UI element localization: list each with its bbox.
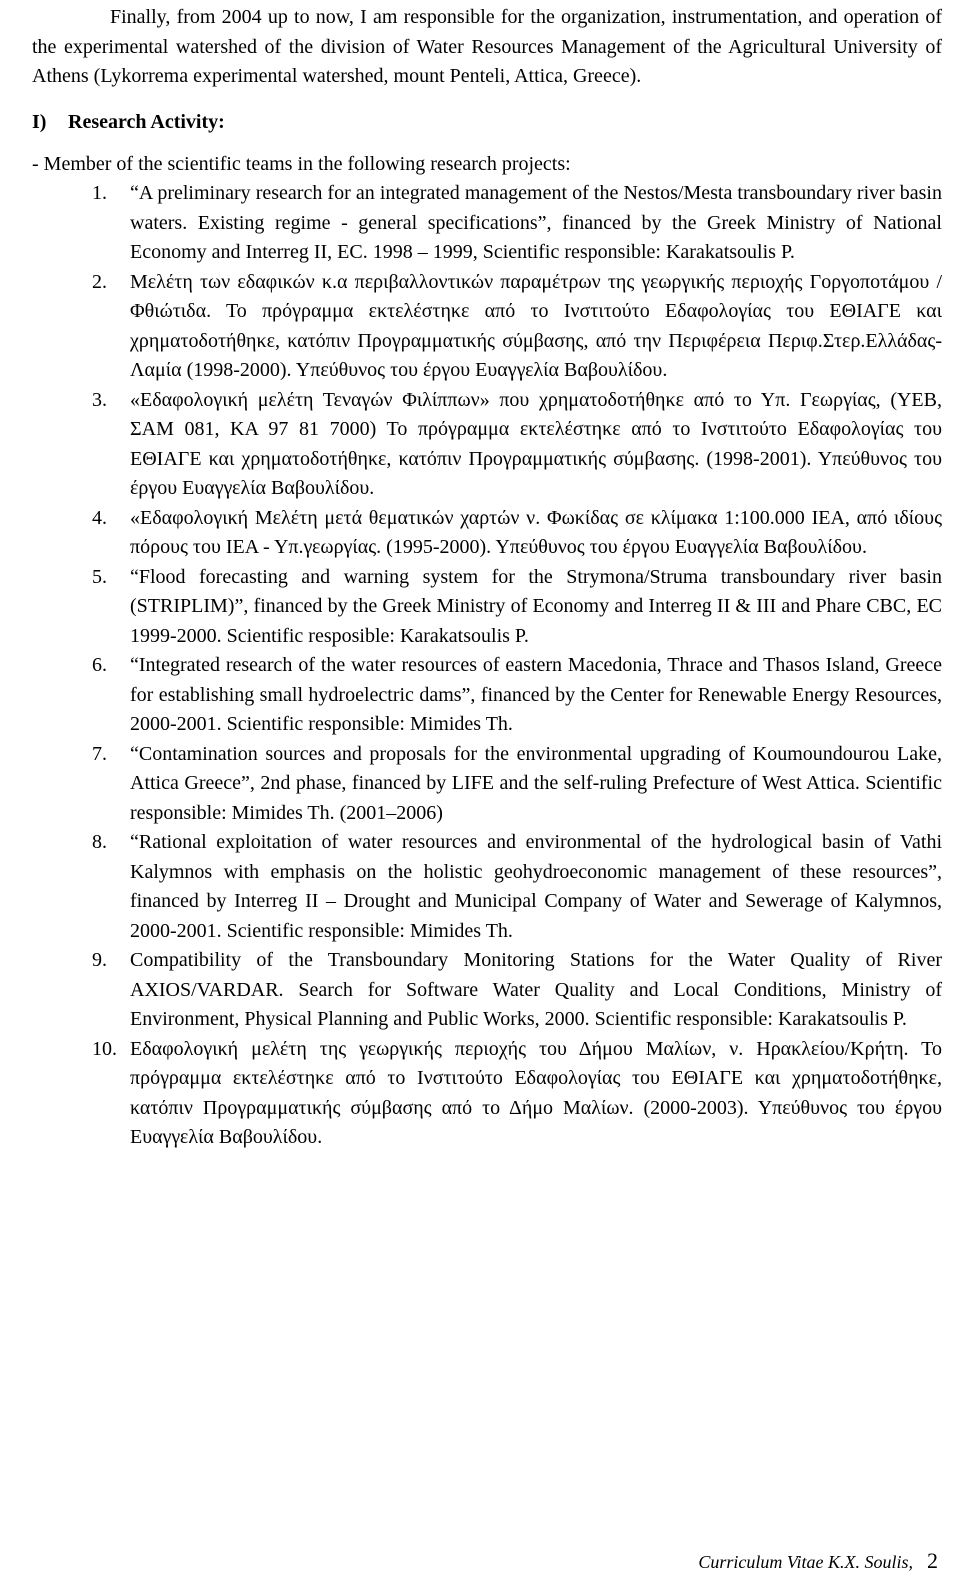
intro-paragraph: Finally, from 2004 up to now, I am responsible for the organization, instrumentation, and operation of the experimental watershed of the division of Water Resources Management of the Agricultural University of Athens (Lykorrema experimental watershed, mount Penteli, Attica, Greece).: [32, 6, 942, 87]
item-text: Εδαφολογική μελέτη της γεωργικής περιοχής του Δήμου Μαλίων, ν. Ηρακλείου/Κρήτη. Το πρόγραμμα εκτελέστηκε από το Ινστιτούτο Εδαφολογίας του ΕΘΙΑΓΕ και χρηματοδοτήθηκε, κατόπιν Προγραμματικής σύμβασης από το Δήμο Μαλίων. (2000-2003). Υπεύθυνος του έργου Ευαγγελία Βαβουλίδου.: [130, 1037, 942, 1148]
section-title: Research Activity:: [68, 110, 225, 133]
member-line: - Member of the scientific teams in the following research projects:: [32, 152, 571, 175]
item-number: 6.: [92, 654, 107, 676]
list-item: [32, 828, 942, 946]
list-item: [32, 386, 942, 504]
item-number: 5.: [92, 565, 107, 588]
item-number: 4.: [92, 506, 107, 529]
footer-label: Curriculum Vitae K.X. Soulis,: [698, 1552, 913, 1572]
item-text: “Contamination sources and proposals for the environmental upgrading of Koumoundourou Lake, Attica Greece”, 2nd phase, financed by LIFE and the self-ruling Prefecture of West Attica. Scientific responsible: Mimides Th. (2001–2006): [130, 742, 942, 824]
list-item: [32, 504, 942, 563]
list-item: [32, 740, 942, 829]
section-heading: [32, 108, 942, 137]
item-text: Μελέτη των εδαφικών κ.α περιβαλλοντικών παραμέτρων της γεωργικής περιοχής Γοργοποτάμου / Φθιώτιδα. Το πρόγραμμα εκτελέστηκε από το Ινστιτούτο Εδαφολογίας του ΕΘΙΑΓΕ και χρηματοδοτήθηκε, κατόπιν Προγραμματικής σύμβασης, από την Περιφέρεια Περιφ.Στερ.Ελλάδας-Λαμία (1998-2000). Υπεύθυνος του έργου Ευαγγελία Βαβουλίδου.: [130, 270, 942, 381]
item-number: 2.: [92, 270, 107, 293]
item-text: «Εδαφολογική μελέτη Τεναγών Φιλίππων» που χρηματοδοτήθηκε από το Υπ. Γεωργίας, (ΥΕΒ, ΣΑΜ 081, ΚΑ 97 81 7000) Το πρόγραμμα εκτελέστηκε από το Ινστιτούτο Εδαφολογίας του ΕΘΙΑΓΕ και χρηματοδοτήθηκε, κατόπιν Προγραμματικής σύμβασης. (1998-2001). Υπεύθυνος του έργου Ευαγγελία Βαβουλίδου.: [130, 388, 942, 499]
page-footer: [698, 1548, 938, 1574]
list-item: [32, 268, 942, 386]
item-number: 8.: [92, 831, 107, 853]
list-item: [32, 946, 942, 1035]
item-text: «Εδαφολογική Μελέτη μετά θεματικών χαρτών ν. Φωκίδας σε κλίμακα 1:100.000 ΙΕΑ, από ιδίους πόρους του ΙΕΑ - Υπ.γεωργίας. (1995-2000). Υπεύθυνος του έργου Ευαγγελία Βαβουλίδου.: [130, 506, 942, 558]
item-number: 1.: [92, 182, 107, 204]
item-number: 7.: [92, 742, 107, 765]
document-page: [32, 0, 942, 1153]
item-text: Compatibility of the Transboundary Monitoring Stations for the Water Quality of River AXIOS/VARDAR. Search for Software Water Quality and Local Conditions, Ministry of Environment, Physical Planning and Public Works, 2000. Scientific responsible: Karakatsoulis P.: [130, 949, 942, 1030]
item-number: 9.: [92, 949, 107, 971]
list-item: [32, 563, 942, 652]
list-item: [32, 1035, 942, 1153]
item-number: 10.: [92, 1037, 117, 1060]
section-numeral: I): [32, 110, 47, 133]
item-text: “Rational exploitation of water resources and environmental of the hydrological basin of Vathi Kalymnos with emphasis on the holistic geohydroeconomic management of these resources”, financed by Interreg II – Drought and Municipal Company of Water and Sewerage of Kalymnos, 2000-2001. Scientific responsible: Mimides Th.: [130, 831, 942, 942]
item-number: 3.: [92, 388, 107, 411]
list-item: [32, 651, 942, 740]
list-item: [32, 179, 942, 268]
item-text: “Flood forecasting and warning system for the Strymona/Struma transboundary river basin (STRIPLIM)”, financed by the Greek Ministry of Economy and Interreg II & III and Phare CBC, EC 1999-2000. Scientific resposible: Karakatsoulis P.: [130, 565, 942, 647]
page-number: 2: [927, 1548, 938, 1573]
item-text: “A preliminary research for an integrated management of the Nestos/Mesta transboundary river basin waters. Existing regime - general specifications”, financed by the Greek Ministry of National Economy and Interreg II, EC. 1998 – 1999, Scientific responsible: Karakatsoulis P.: [130, 182, 942, 263]
projects-list: [32, 179, 942, 1153]
item-text: “Integrated research of the water resources of eastern Macedonia, Thrace and Thasos Island, Greece for establishing small hydroelectric dams”, financed by the Center for Renewable Energy Resources, 2000-2001. Scientific responsible: Mimides Th.: [130, 654, 942, 735]
